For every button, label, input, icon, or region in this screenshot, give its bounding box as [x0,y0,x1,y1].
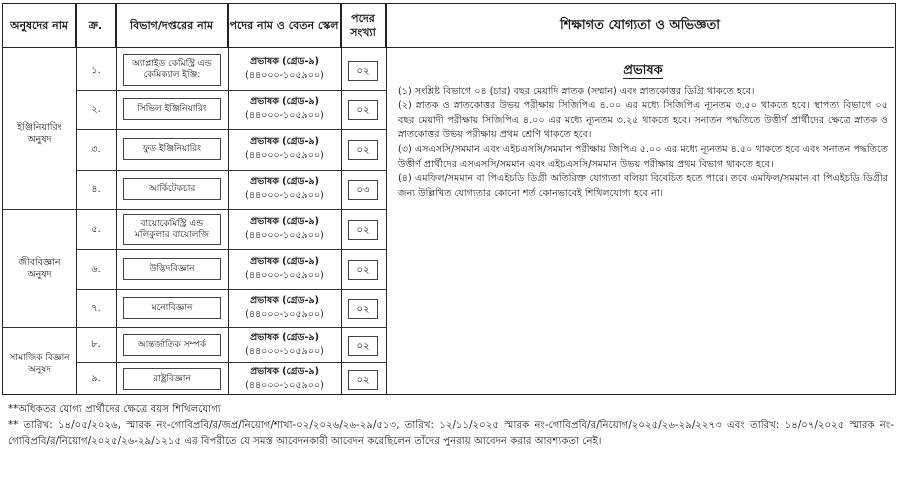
post-name: প্রভাষক (গ্রেড-৯) [250,56,319,67]
row-serial: ৭. [91,302,101,314]
faculty-divider [3,327,386,328]
qualification-title [398,64,888,79]
pay-scale: (৪৪০০০-১০৫৯০০) [245,380,324,391]
department-name: উদ্ভিদবিজ্ঞান [123,258,221,280]
post-name-scale [228,95,341,123]
faculty-divider [3,209,386,210]
post-name: প্রভাষক (গ্রেড-৯) [250,136,319,147]
row-serial: ৬. [91,263,101,275]
row-serial: ৫. [91,223,101,235]
footnote-age: **অধিকতর যোগ্য প্রার্থীদের ক্ষেত্রে বয়স শিথিলযোগ্য [8,404,221,415]
pay-scale: (৪৪০০০-১০৫৯০০) [245,190,324,201]
recruitment-table [2,3,896,395]
pay-scale: (৪৪০০০-১০৫৯০০) [245,270,324,281]
post-name: প্রভাষক (গ্রেড-৯) [250,295,319,306]
post-count: ০২ [348,260,378,280]
pay-scale: (৪৪০০০-১০৫৯০০) [245,110,324,121]
qualification-point: (১) সংশ্লিষ্ট বিভাগে ০৪ (চার) বছর মেয়াদি স্নাতক (সম্মান) এবং স্নাতকোত্তর ডিগ্রি থাকতে হবে। [398,85,755,97]
header-serial: ক্র. [76,4,116,48]
department-name: অ্যাপ্লাইড কেমিস্ট্রি এন্ড কেমিক্যাল ইঞ্জি: [123,54,221,86]
faculty-name: জীববিজ্ঞান অনুষদ [18,257,61,280]
row-divider [76,90,386,91]
pay-scale: (৪৪০০০-১০৫৯০০) [245,70,324,81]
row-divider [76,170,386,171]
header-post-scale: পদের নাম ও বেতন স্কেল [228,4,341,48]
post-name-scale [228,135,341,163]
row-serial: ৯. [91,372,101,384]
qualification-title-text: প্রভাষক [623,63,663,78]
pay-scale: (৪৪০০০-১০৫৯০০) [245,346,324,357]
department-name: ফুড ইঞ্জিনিয়ারিং [123,138,221,160]
pay-scale: (৪৪০০০-১০৫৯০০) [245,309,324,320]
post-name: প্রভাষক (গ্রেড-৯) [250,96,319,107]
footnote-reference: ** তারিখ: ১৪/০৫/২০২৬, স্মারক নং-গোবিপ্রবি/র/জপ্র/নিয়োগ/শাখা-০২/২০২৬/২৬-২৯/৫১৩, তারিখ: ১২/১১/২০২৫ স্মারক নং-গোবিপ্রবি/র/নিয়োগ/২০২৫/২৬-২৯/২২৭৩ এবং তারিখ: ১৪/০৭/২০২৫ স্মারক নং-গোবিপ্রবি/র/নিয়োগ/২০২৫/২৬-২৯/১২১৫ এর বিপরীতে যে সমস্ত আবেদনকারী আবেদন করেছিলেন তাঁদের পুনরায় আবেদন করার আবশ্যকতা নেই। [8,420,894,447]
post-count: ০২ [348,100,378,120]
post-name-scale [228,365,341,393]
qualification-text [398,64,888,201]
header-faculty: অনুষদের নাম [3,4,76,48]
post-name: প্রভাষক (গ্রেড-৯) [250,216,319,227]
column-divider [116,4,117,394]
post-name-scale [228,175,341,203]
post-count: ০২ [348,220,378,240]
column-divider [341,4,342,394]
post-name: প্রভাষক (গ্রেড-৯) [250,332,319,343]
post-name-scale [228,55,341,83]
department-name: বায়োকেমিস্ট্রি এন্ড মলিকুলার বায়োলজি [123,214,221,245]
post-count: ০২ [348,140,378,160]
post-name: প্রভাষক (গ্রেড-৯) [250,176,319,187]
pay-scale: (৪৪০০০-১০৫৯০০) [245,150,324,161]
post-name-scale [228,255,341,283]
faculty-name: ইঞ্জিনিয়ারিং অনুষদ [17,122,62,145]
column-divider [386,4,387,394]
department-name: রাষ্ট্রবিজ্ঞান [123,368,221,390]
department-name: সিভিল ইঞ্জিনিয়ারিং [123,98,221,120]
header-qualification: শিক্ষাগত যোগ্যতা ও অভিজ্ঞতা [386,4,894,48]
qualification-point: (৪) এমফিল/সমমান বা পিএইচডি ডিগ্রী অতিরিক্ত যোগ্যতা বলিয়া বিবেচিত হতে পারে। তবে এমফিল/সমমান বা পিএইচডি ডিগ্রীর জন্য উল্লিখিত যোগ্যতার কোনো শর্ত কোনভাবেই শিথিলযোগ্য হবে না। [398,173,888,199]
department-name: মনোবিজ্ঞান [123,297,221,319]
post-count: ০২ [348,370,378,390]
row-serial: ১. [91,64,101,76]
pay-scale: (৪৪০০০-১০৫৯০০) [245,230,324,241]
row-divider [76,129,386,130]
department-name: আন্তর্জাতিক সম্পর্ক [123,334,221,356]
post-count: ০৩ [348,180,378,200]
row-divider [76,362,386,363]
header-count: পদের সংখ্যা [341,4,386,48]
post-name: প্রভাষক (গ্রেড-৯) [250,366,319,377]
qualification-point: (২) স্নাতক ও স্নাতকোত্তর উভয় পরীক্ষায় সিজিপিএ ৪.০০ এর মধ্যে সিজিপিএ ন্যূনতম ৩.৫০ থাকতে হবে। স্থাপত্য বিভাগে ০৫ বছর মেয়াদী পরীক্ষায় সিজিপিএ ৪.০০ এর মধ্যে ন্যূনতম ৩.২৫ থাকতে হবে। সনাতন পদ্ধতিতে উত্তীর্ণ প্রার্থীদের ক্ষেত্রে স্নাতক ও স্নাতকোত্তর উভয় পরীক্ষায় প্রথম শ্রেণি থাকতে হবে। [398,100,888,141]
post-name-scale [228,294,341,322]
row-serial: ৪. [91,184,101,195]
footnotes [8,402,894,450]
row-serial: ৩. [91,144,101,155]
qualification-point: (৩) এসএসসি/সমমান এবং এইচএসসি/সমমান পরীক্ষায় জিপিএ ৫.০০ এর মধ্যে ন্যূনতম ৪.৫০ থাকতে হবে এবং সনাতন পদ্ধতিতে উত্তীর্ণ প্রার্থীদের এসএসসি/সমমান এবং এইচএসসি/সমমান উভয় পরীক্ষায় প্রথম বিভাগ থাকতে হবে। [398,143,888,170]
row-divider [76,289,386,290]
faculty-name: সামাজিক বিজ্ঞান অনুষদ [9,353,70,375]
row-serial: ২. [91,104,101,115]
post-name-scale [228,331,341,359]
header-department: বিভাগ/দপ্তরের নাম [116,4,228,48]
post-count: ০২ [348,299,378,319]
department-name: আর্কিটেকচার [123,178,221,200]
post-count: ০২ [348,336,378,356]
row-serial: ৮. [91,339,101,350]
row-divider [76,249,386,250]
post-name: প্রভাষক (গ্রেড-৯) [250,256,319,267]
post-count: ০২ [348,61,378,81]
post-name-scale [228,215,341,243]
